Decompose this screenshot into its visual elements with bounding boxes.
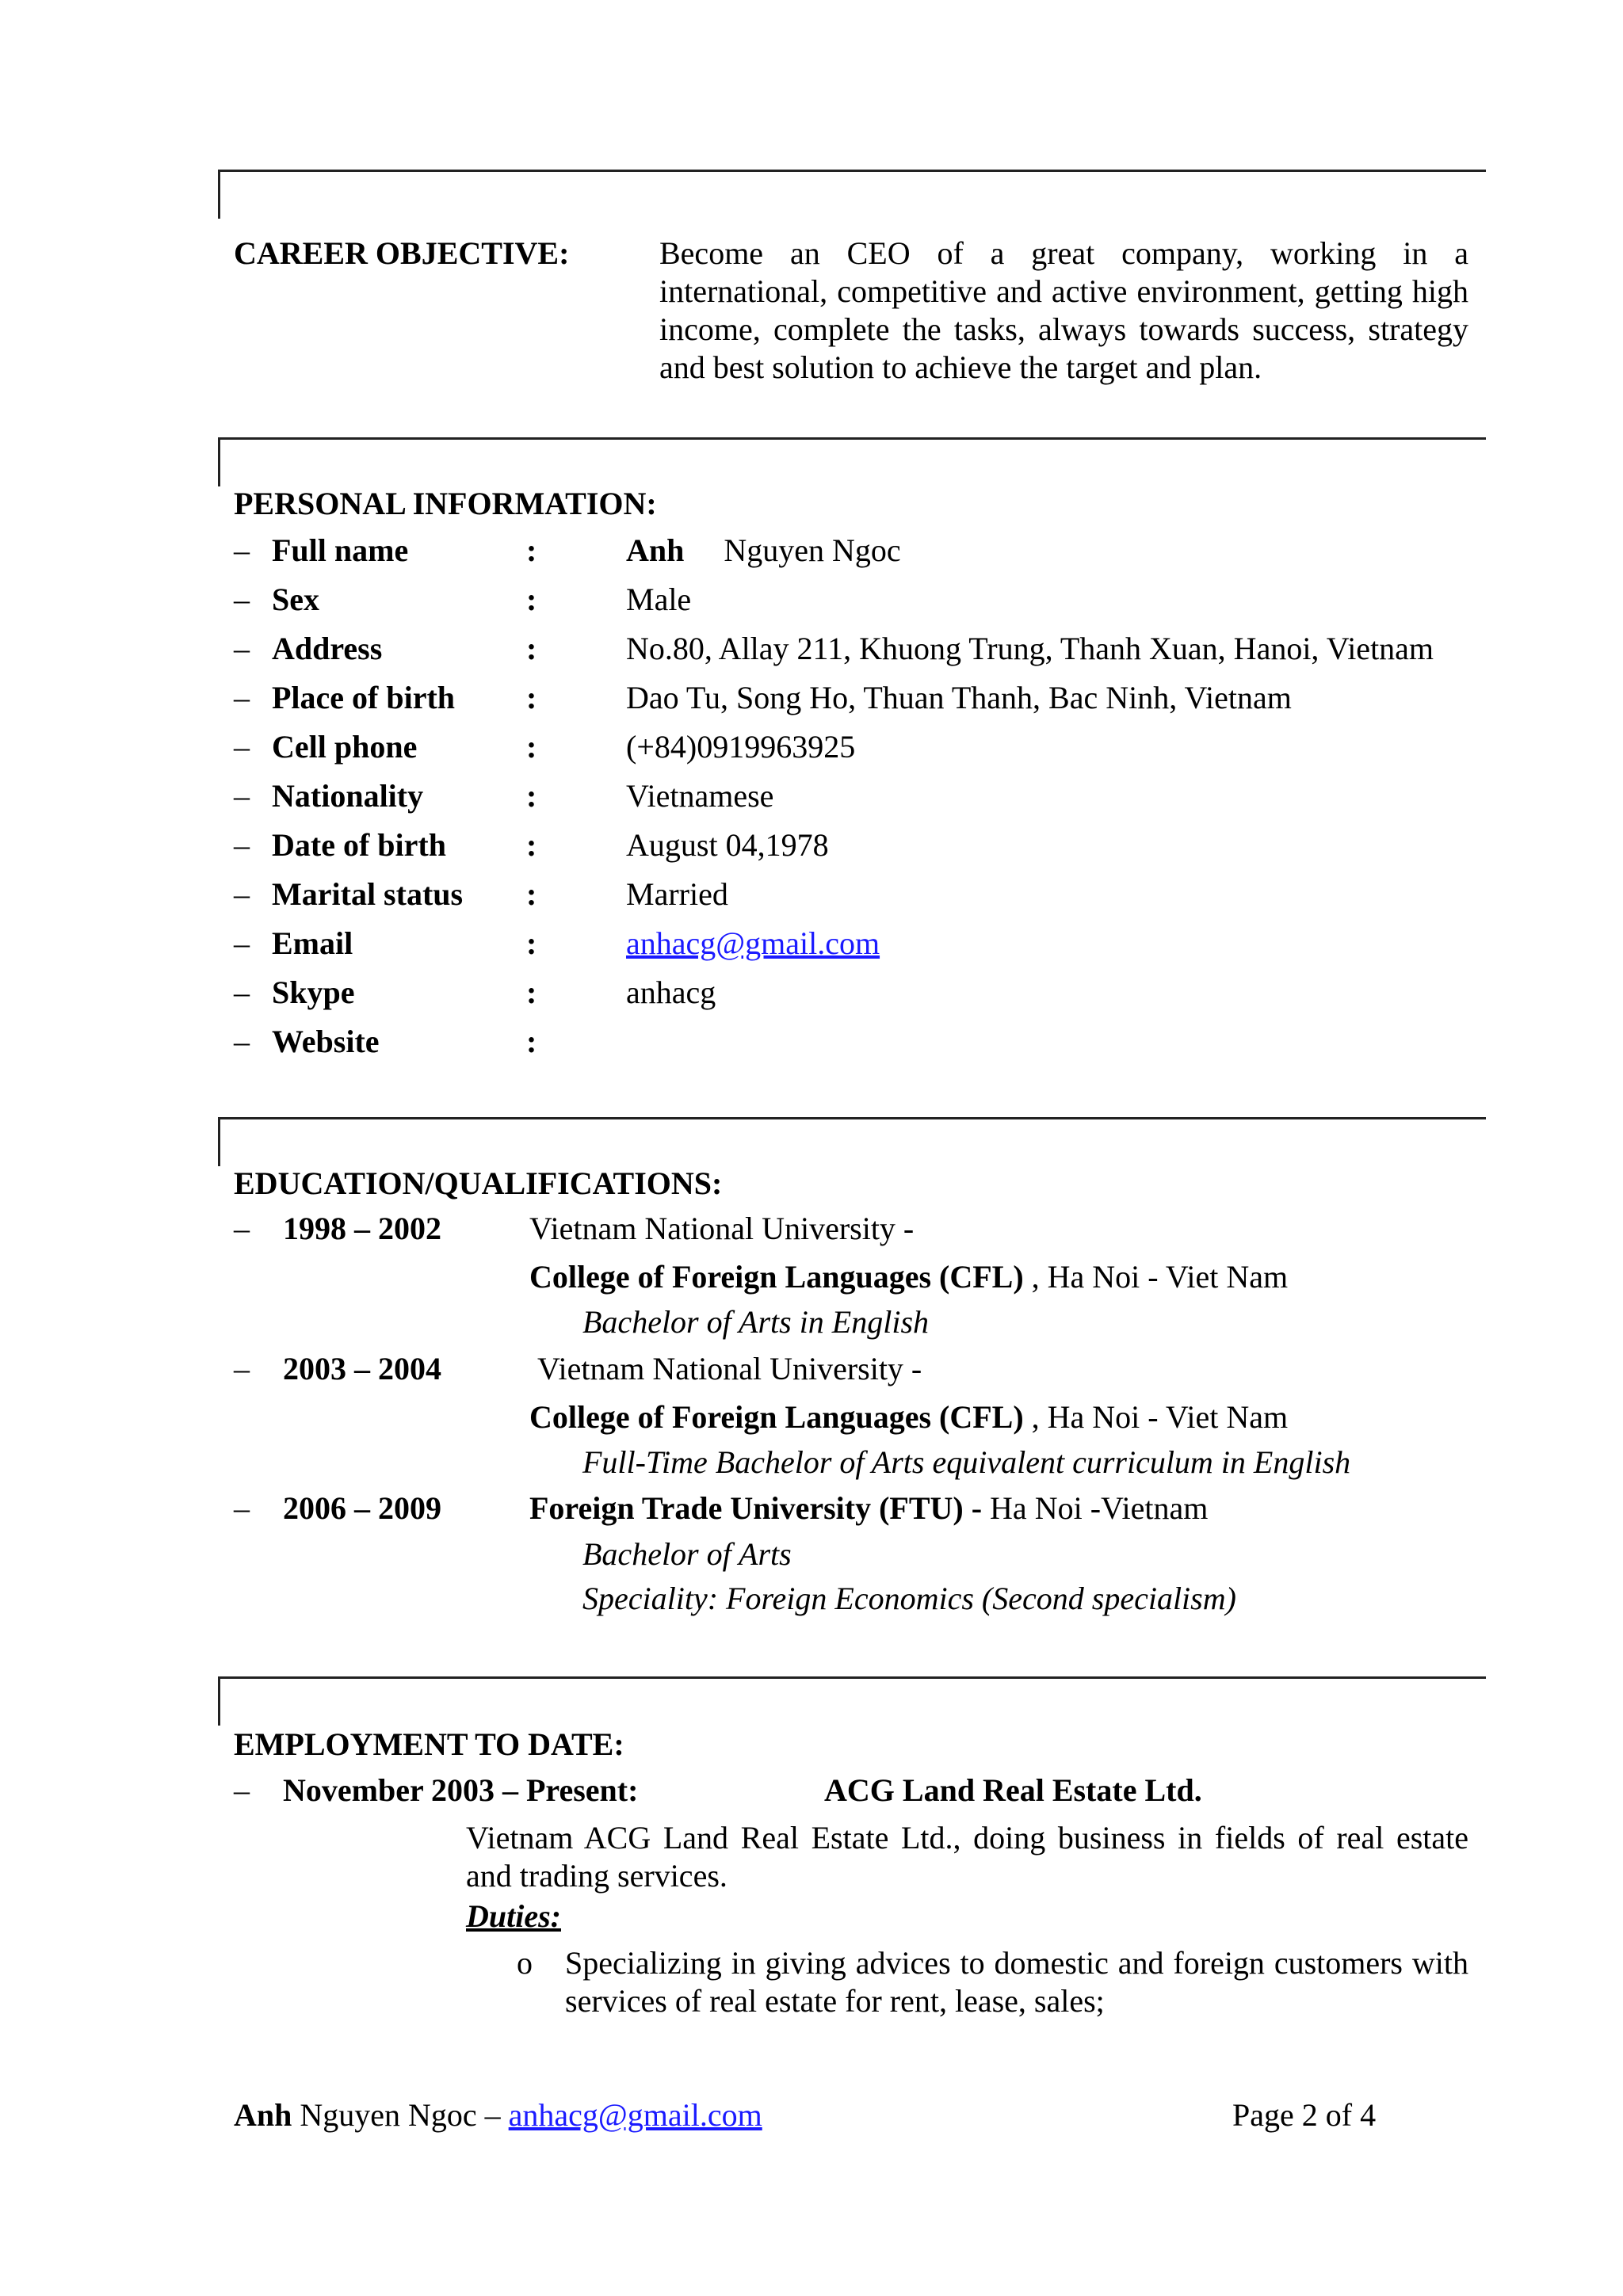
field-label: Date of birth <box>272 827 446 863</box>
field-label: Full name <box>272 532 409 568</box>
list-dash: – <box>234 582 250 617</box>
section-rule-tick <box>218 437 220 486</box>
duties-label: Duties: <box>466 1898 561 1934</box>
education-college-line <box>529 1258 1288 1296</box>
field-colon: : <box>526 778 537 814</box>
education-university: Vietnam National University - <box>529 1211 915 1246</box>
field-colon: : <box>526 1024 537 1059</box>
career-objective-heading: CAREER OBJECTIVE: <box>234 235 570 271</box>
field-label: Email <box>272 925 353 961</box>
field-value: Married <box>626 876 728 912</box>
education-school: Foreign Trade University (FTU) - <box>529 1490 983 1526</box>
personal-row-skype <box>0 974 1623 1012</box>
field-value: Dao Tu, Song Ho, Thuan Thanh, Bac Ninh, Vietnam <box>626 680 1292 715</box>
section-rule <box>218 1117 1486 1119</box>
list-dash: – <box>234 778 250 814</box>
footer-email-link[interactable]: anhacg@gmail.com <box>508 2097 762 2133</box>
section-rule <box>218 170 1486 172</box>
employment-heading: EMPLOYMENT TO DATE: <box>234 1726 624 1762</box>
field-label: Address <box>272 631 383 666</box>
field-value: (+84)0919963925 <box>626 729 856 765</box>
personal-row-email <box>0 925 1623 963</box>
email-link[interactable]: anhacg@gmail.com <box>626 925 880 961</box>
education-years: 2006 – 2009 <box>283 1490 441 1526</box>
field-label: Nationality <box>272 778 424 814</box>
field-colon: : <box>526 729 537 765</box>
list-dash: – <box>234 631 250 666</box>
field-colon: : <box>526 827 537 863</box>
education-degree: Bachelor of Arts in English <box>582 1304 930 1340</box>
list-dash: – <box>234 729 250 765</box>
list-dash: – <box>234 827 250 863</box>
list-dash: – <box>234 974 250 1010</box>
field-value: August 04,1978 <box>626 827 829 863</box>
list-dash: – <box>234 925 250 961</box>
field-colon: : <box>526 925 537 961</box>
field-colon: : <box>526 582 537 617</box>
field-value: Male <box>626 582 692 617</box>
education-heading: EDUCATION/QUALIFICATIONS: <box>234 1165 723 1201</box>
education-school-line <box>529 1489 1208 1527</box>
field-value: Vietnamese <box>626 778 774 814</box>
field-colon: : <box>526 532 537 568</box>
section-rule-tick <box>218 1117 220 1166</box>
duty-bullet: o <box>517 1945 533 1981</box>
personal-row-sex <box>0 581 1623 619</box>
field-colon: : <box>526 631 537 666</box>
field-value: anhacg <box>626 974 716 1010</box>
field-colon: : <box>526 876 537 912</box>
field-label: Sex <box>272 582 319 617</box>
education-location: , Ha Noi - Viet Nam <box>1023 1259 1289 1295</box>
full-name-value <box>626 532 901 570</box>
education-location: , Ha Noi - Viet Nam <box>1023 1399 1289 1435</box>
personal-row-full-name <box>0 532 1623 570</box>
list-dash: – <box>234 876 250 912</box>
education-years: 1998 – 2002 <box>283 1211 441 1246</box>
education-degree: Full-Time Bachelor of Arts equivalent curriculum in English <box>582 1444 1351 1480</box>
field-label: Cell phone <box>272 729 418 765</box>
employment-company: ACG Land Real Estate Ltd. <box>824 1772 1202 1808</box>
career-objective-text: Become an CEO of a great company, working in a international, competitive and active environment, getting high income, complete the tasks, always towards success, strategy and best solution to achieve the target and plan. <box>659 235 1468 385</box>
list-dash: – <box>234 1211 250 1246</box>
field-label: Skype <box>272 974 355 1010</box>
employment-description: Vietnam ACG Land Real Estate Ltd., doing business in fields of real estate and trading services. <box>466 1820 1468 1894</box>
list-dash: – <box>234 680 250 715</box>
personal-row-place-of-birth <box>0 679 1623 717</box>
education-college-line <box>529 1398 1288 1436</box>
first-name: Anh <box>626 532 685 568</box>
footer-first-name: Anh <box>234 2097 292 2133</box>
list-dash: – <box>234 1490 250 1526</box>
education-years: 2003 – 2004 <box>283 1351 441 1386</box>
footer-rest-name: Nguyen Ngoc – <box>292 2097 509 2133</box>
field-label: Place of birth <box>272 680 456 715</box>
personal-information-heading: PERSONAL INFORMATION: <box>234 486 657 521</box>
education-college: College of Foreign Languages (CFL) <box>529 1259 1024 1295</box>
section-rule-tick <box>218 170 220 219</box>
field-label: Website <box>272 1024 380 1059</box>
education-degree: Bachelor of Arts <box>582 1536 792 1572</box>
section-rule <box>218 437 1486 440</box>
footer-author <box>234 2096 762 2134</box>
field-label: Marital status <box>272 876 464 912</box>
education-college: College of Foreign Languages (CFL) <box>529 1399 1024 1435</box>
last-name: Nguyen Ngoc <box>724 532 901 568</box>
list-dash: – <box>234 1024 250 1059</box>
section-rule <box>218 1676 1486 1679</box>
field-colon: : <box>526 680 537 715</box>
list-dash: – <box>234 532 250 568</box>
employment-period: November 2003 – Present: <box>283 1772 639 1808</box>
personal-row-date-of-birth <box>0 826 1623 864</box>
education-speciality: Speciality: Foreign Economics (Second specialism) <box>582 1581 1236 1616</box>
list-dash: – <box>234 1351 250 1386</box>
page-number: Page 2 of 4 <box>1232 2097 1377 2133</box>
section-rule-tick <box>218 1676 220 1726</box>
field-value: No.80, Allay 211, Khuong Trung, Thanh Xuan, Hanoi, Vietnam <box>626 631 1434 666</box>
field-colon: : <box>526 974 537 1010</box>
personal-row-website <box>0 1023 1623 1061</box>
list-dash: – <box>234 1772 250 1808</box>
education-location: Ha Noi -Vietnam <box>982 1490 1209 1526</box>
personal-row-cell-phone <box>0 728 1623 766</box>
duty-item: Specializing in giving advices to domestic and foreign customers with services of real estate for rent, lease, sales; <box>565 1945 1468 2019</box>
education-university: Vietnam National University - <box>537 1351 922 1386</box>
personal-row-marital-status <box>0 875 1623 913</box>
personal-row-nationality <box>0 777 1623 815</box>
personal-row-address <box>0 630 1623 668</box>
